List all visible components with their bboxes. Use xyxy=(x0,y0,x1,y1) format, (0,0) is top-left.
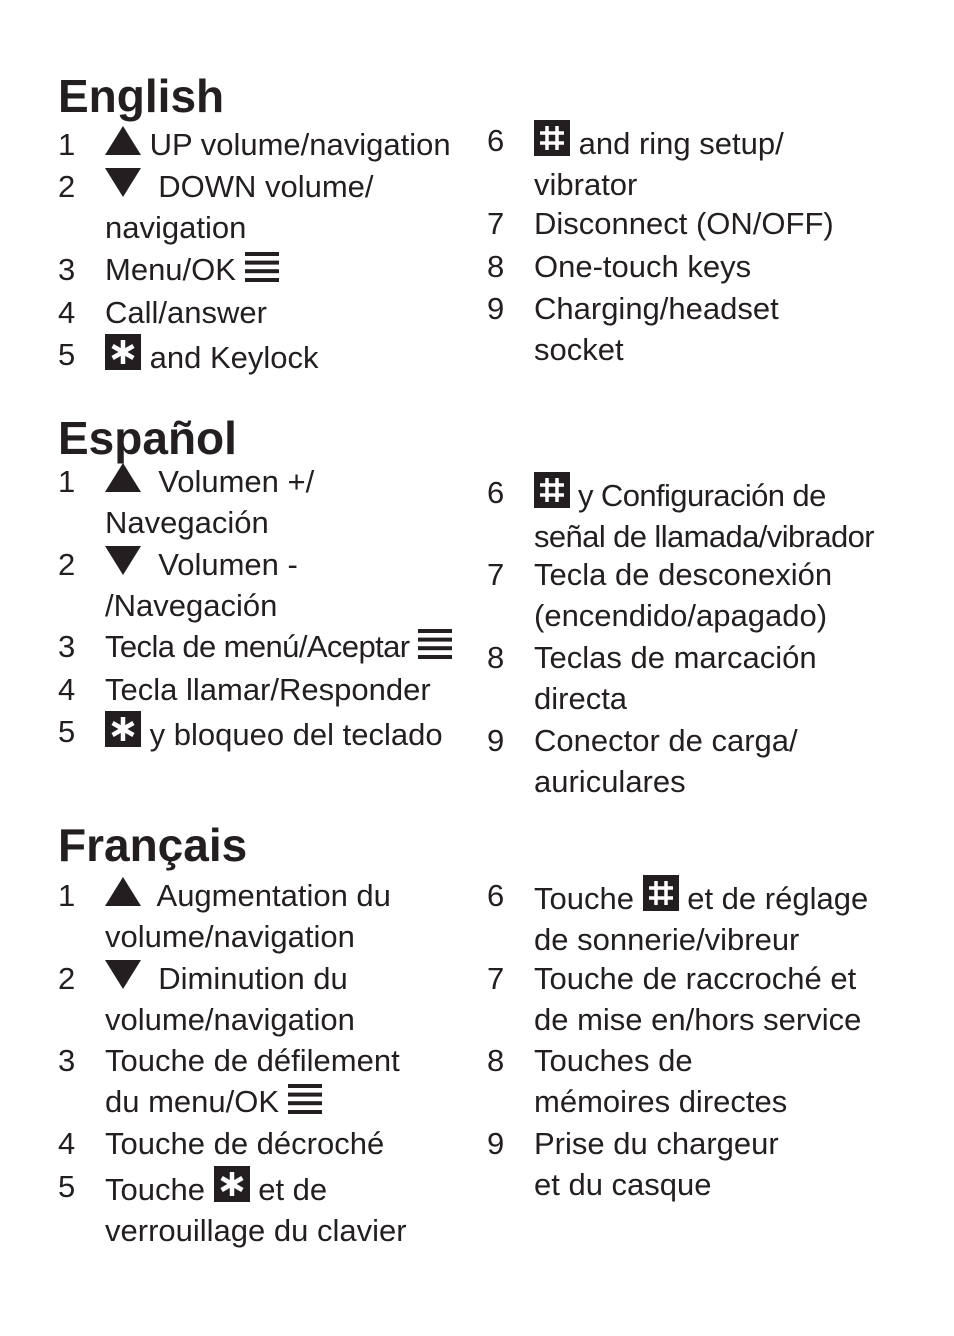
item-label-cont: vibrator xyxy=(534,167,638,202)
item-label: DOWN volume/ xyxy=(158,169,374,204)
section-title-espanol: Español xyxy=(58,412,237,464)
item-number: 8 xyxy=(487,1043,505,1078)
hash-key-icon xyxy=(534,472,570,508)
item-label: Diminution du xyxy=(158,961,348,996)
item-label: y bloqueo del teclado xyxy=(149,717,443,752)
hash-key-icon xyxy=(534,120,570,156)
item-number: 3 xyxy=(58,1043,76,1078)
item-label-cont: volume/navigation xyxy=(105,1002,355,1037)
item-label: Touche de raccroché et xyxy=(534,961,857,996)
item-label: Volumen +/ xyxy=(158,464,315,499)
item-label: and Keylock xyxy=(149,340,319,375)
item-label: Tecla de menú/Aceptar xyxy=(105,629,410,664)
item-number: 4 xyxy=(58,295,76,330)
item-label: Touches de xyxy=(534,1043,693,1078)
item-label-cont: verrouillage du clavier xyxy=(105,1213,407,1248)
up-triangle-icon xyxy=(105,463,141,492)
item-label: Conector de carga/ xyxy=(534,723,798,758)
item-label: Tecla de desconexión xyxy=(534,557,833,592)
star-key-icon xyxy=(214,1166,250,1202)
item-label-cont: navigation xyxy=(105,210,247,245)
menu-lines-icon xyxy=(288,1084,322,1114)
item-label: Touche de défilement xyxy=(105,1043,400,1078)
down-triangle-icon xyxy=(105,168,141,197)
menu-lines-icon xyxy=(245,252,279,282)
hash-key-icon xyxy=(643,875,679,911)
item-label: UP volume/navigation xyxy=(149,127,451,162)
section-title-english: English xyxy=(58,70,225,122)
item-label-cont: auriculares xyxy=(534,764,686,799)
item-number: 7 xyxy=(487,557,505,592)
item-number: 5 xyxy=(58,714,76,749)
item-label: Teclas de marcación xyxy=(534,640,817,675)
item-number: 7 xyxy=(487,961,505,996)
item-label-cont: /Navegación xyxy=(105,588,278,623)
item-number: 1 xyxy=(58,127,76,162)
item-label: Charging/headset xyxy=(534,291,779,326)
item-label: and ring setup/ xyxy=(578,126,784,161)
item-label: Prise du chargeur xyxy=(534,1126,779,1161)
item-label-cont: de sonnerie/vibreur xyxy=(534,922,800,957)
down-triangle-icon xyxy=(105,546,141,575)
item-number: 2 xyxy=(58,961,76,996)
item-label: Disconnect (ON/OFF) xyxy=(534,206,834,241)
item-label: Augmentation du xyxy=(156,878,391,913)
item-number: 1 xyxy=(58,464,76,499)
item-label: Volumen - xyxy=(158,547,298,582)
item-label: Call/answer xyxy=(105,295,267,330)
item-label: Tecla llamar/Responder xyxy=(105,672,431,707)
star-key-icon xyxy=(105,711,141,747)
item-label-cont: et du casque xyxy=(534,1167,712,1202)
item-number: 9 xyxy=(487,723,505,758)
star-key-icon xyxy=(105,334,141,370)
item-number: 6 xyxy=(487,878,505,913)
item-label-cont: mémoires directes xyxy=(534,1084,788,1119)
item-label-post: et de réglage xyxy=(687,881,869,916)
item-number: 2 xyxy=(58,169,76,204)
item-label: Touche xyxy=(534,881,634,916)
item-label-cont: Navegación xyxy=(105,505,269,540)
item-number: 6 xyxy=(487,123,505,158)
item-label-cont: volume/navigation xyxy=(105,919,355,954)
item-number: 7 xyxy=(487,206,505,241)
item-number: 5 xyxy=(58,337,76,372)
item-label: Menu/OK xyxy=(105,252,236,287)
item-number: 8 xyxy=(487,640,505,675)
down-triangle-icon xyxy=(105,960,141,989)
item-number: 2 xyxy=(58,547,76,582)
item-number: 4 xyxy=(58,1126,76,1161)
item-number: 5 xyxy=(58,1169,76,1204)
item-label: One-touch keys xyxy=(534,249,752,284)
item-number: 8 xyxy=(487,249,505,284)
item-number: 9 xyxy=(487,291,505,326)
item-label: Touche xyxy=(105,1172,205,1207)
up-triangle-icon xyxy=(105,877,141,906)
item-label-cont: de mise en/hors service xyxy=(534,1002,862,1037)
section-title-francais: Français xyxy=(58,819,248,871)
item-number: 3 xyxy=(58,629,75,664)
item-label-cont: du menu/OK xyxy=(105,1084,280,1119)
item-number: 4 xyxy=(58,672,76,707)
item-label-cont: socket xyxy=(534,332,624,367)
item-number: 3 xyxy=(58,252,76,287)
up-triangle-icon xyxy=(105,126,141,155)
item-number: 6 xyxy=(487,475,504,510)
item-label: Touche de décroché xyxy=(105,1126,385,1161)
item-label: y Configuración de xyxy=(578,478,826,513)
item-label-cont: directa xyxy=(534,681,628,716)
item-label-cont: (encendido/apagado) xyxy=(534,598,828,633)
item-label-cont: señal de llamada/vibrador xyxy=(534,519,874,554)
item-number: 1 xyxy=(58,878,76,913)
menu-lines-icon xyxy=(418,629,452,659)
item-number: 9 xyxy=(487,1126,505,1161)
item-label-post: et de xyxy=(258,1172,328,1207)
